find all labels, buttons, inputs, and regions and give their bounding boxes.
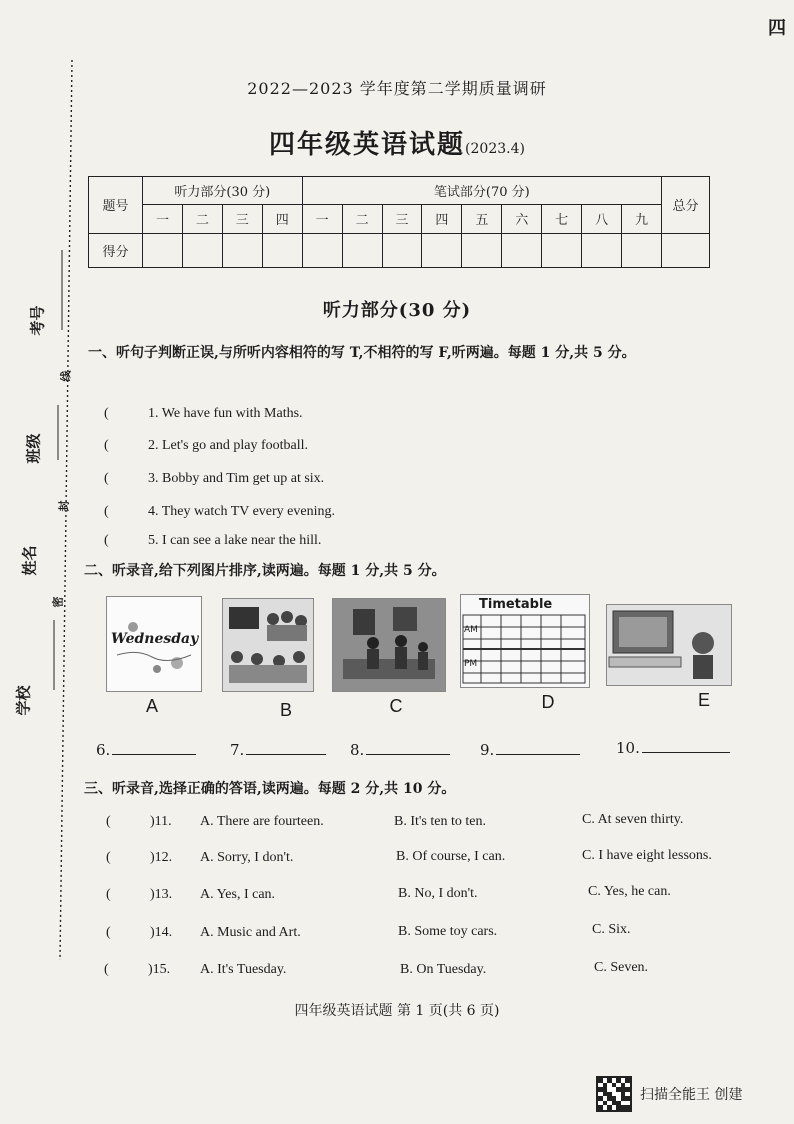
page-footer: 四年级英语试题 第 1 页(共 6 页) [294,1003,500,1019]
answer-blank-10[interactable] [616,738,730,757]
picture-c [332,598,446,692]
blank-number: 10. [616,739,640,757]
score-cell[interactable] [222,233,262,267]
blank-number: 6. [96,741,111,759]
writing-col: 四 [422,205,462,233]
blank-number: 9. [480,741,495,759]
listening-group-header: 听力部分(30 分) [143,177,303,205]
writing-col: 七 [542,205,582,233]
label-xuexiao: 学校 [14,685,33,716]
answer-blank-6[interactable] [96,740,196,759]
option-b: B. No, I don't. [398,886,478,901]
question-number: )13. [150,887,173,902]
question-number: )12. [150,850,173,865]
picture-e [606,604,732,686]
exam-date: (2023.4) [465,141,525,157]
option-a: A. Music and Art. [200,925,301,940]
score-cell[interactable] [662,233,710,267]
part3-item-13: ( )13. [106,887,173,902]
part1-item-text: 3. Bobby and Tim get up at six. [148,471,325,486]
option-b: B. Some toy cars. [398,924,498,939]
school-year-title: 2022—2023 学年度第二学期质量调研 [247,79,547,98]
part3-item-11: ( )11. [106,814,172,829]
option-a: A. Yes, I can. [200,887,276,902]
music-class-image [223,599,313,691]
label-xingming: 姓名 [20,545,39,576]
option-c: C. I have eight lessons. [582,848,712,863]
answer-blank-7[interactable] [230,740,326,759]
option-a: A. It's Tuesday. [200,962,287,977]
blank-number: 7. [230,741,245,759]
option-a: A. There are fourteen. [200,814,324,829]
part2-instruction: 二、听录音,给下列图片排序,读两遍。每题 1 分,共 5 分。 [84,563,446,579]
picture-b [222,598,314,692]
qr-code-icon [596,1076,632,1112]
scanner-watermark [596,1076,742,1112]
page-corner-mark: 四 [768,18,786,39]
label-feng: 封 [57,500,71,512]
picture-a [106,596,202,692]
part1-item-text: 5. I can see a lake near the hill. [148,533,322,548]
part3-item-15: ( )15. [104,962,171,977]
listening-col: 二 [182,205,222,233]
part1-instruction: 一、听句子判断正误,与所听内容相符的写 T,不相符的写 F,听两遍。每题 1 分,共 5 分。 [88,345,636,361]
score-cell[interactable] [262,233,302,267]
part1-item-5: ( 5. I can see a lake near the hill. [104,533,322,548]
writing-col: 六 [502,205,542,233]
exam-title-text: 四年级英语试题 [269,130,466,160]
label-mi: 密 [51,596,65,608]
option-a: A. Sorry, I don't. [200,850,294,865]
writing-col: 二 [342,205,382,233]
option-c: C. Yes, he can. [588,884,671,899]
picture-d [460,594,590,688]
option-c: C. At seven thirty. [582,812,684,827]
part1-item-3: ( 3. Bobby and Tim get up at six. [104,471,325,486]
listening-section-title: 听力部分(30 分) [322,300,472,321]
label-banji: 班级 [24,433,43,464]
score-table [88,176,710,268]
part1-item-2: ( 2. Let's go and play football. [104,438,308,453]
writing-col: 八 [582,205,622,233]
writing-col: 三 [382,205,422,233]
score-cell[interactable] [182,233,222,267]
question-number: )15. [148,962,171,977]
picture-label-d: D [541,692,555,712]
score-cell[interactable] [143,233,183,267]
part3-instruction: 三、听录音,选择正确的答语,读两遍。每题 2 分,共 10 分。 [84,781,456,797]
score-cell[interactable] [502,233,542,267]
question-number: )11. [150,814,172,829]
picture-label-b: B [279,700,292,720]
exam-title [0,124,794,161]
option-b: B. Of course, I can. [396,849,506,864]
timetable-pm: PM [464,659,478,669]
score-cell[interactable] [302,233,342,267]
blank-number: 8. [350,741,365,759]
picture-label-a: A [145,696,158,716]
question-number: )14. [150,925,173,940]
scanner-text: 扫描全能王 创建 [640,1087,743,1103]
part1-item-4: ( 4. They watch TV every evening. [104,504,336,519]
part1-item-text: 2. Let's go and play football. [148,438,308,453]
timetable-title: Timetable [479,597,553,612]
writing-col: 九 [622,205,662,233]
timetable-grid [461,613,589,687]
part1-item-1: ( 1. We have fun with Maths. [104,406,303,421]
answer-blank-9[interactable] [480,740,580,759]
part3-item-14: ( )14. [106,925,173,940]
listening-col: 一 [143,205,183,233]
score-cell[interactable] [342,233,382,267]
score-cell[interactable] [622,233,662,267]
watching-tv-image [607,605,731,685]
option-b: B. It's ten to ten. [394,814,486,829]
score-cell[interactable] [462,233,502,267]
part1-item-text: 4. They watch TV every evening. [148,504,336,519]
writing-col: 一 [302,205,342,233]
score-cell[interactable] [422,233,462,267]
score-header-label: 题号 [89,177,143,234]
option-c: C. Seven. [594,960,649,975]
score-cell[interactable] [382,233,422,267]
wednesday-text: Wednesday [111,631,199,647]
answer-blank-8[interactable] [350,740,450,759]
score-row-label: 得分 [89,233,143,267]
part1-item-text: 1. We have fun with Maths. [148,406,303,421]
option-c: C. Six. [592,922,631,937]
writing-col: 五 [462,205,502,233]
writing-group-header: 笔试部分(70 分) [302,177,661,205]
binding-margin [10,60,80,980]
listening-col: 三 [222,205,262,233]
label-xian: 线 [59,370,73,382]
picture-label-e: E [697,690,710,710]
picture-label-c: C [389,696,403,716]
part3-item-12: ( )12. [106,850,173,865]
timetable-am: AM [464,625,478,635]
listening-col: 四 [262,205,302,233]
score-cell[interactable] [582,233,622,267]
option-b: B. On Tuesday. [400,962,487,977]
family-room-image [333,599,445,691]
score-cell[interactable] [542,233,582,267]
label-kaohao: 考号 [28,305,47,336]
total-header: 总分 [662,177,710,234]
